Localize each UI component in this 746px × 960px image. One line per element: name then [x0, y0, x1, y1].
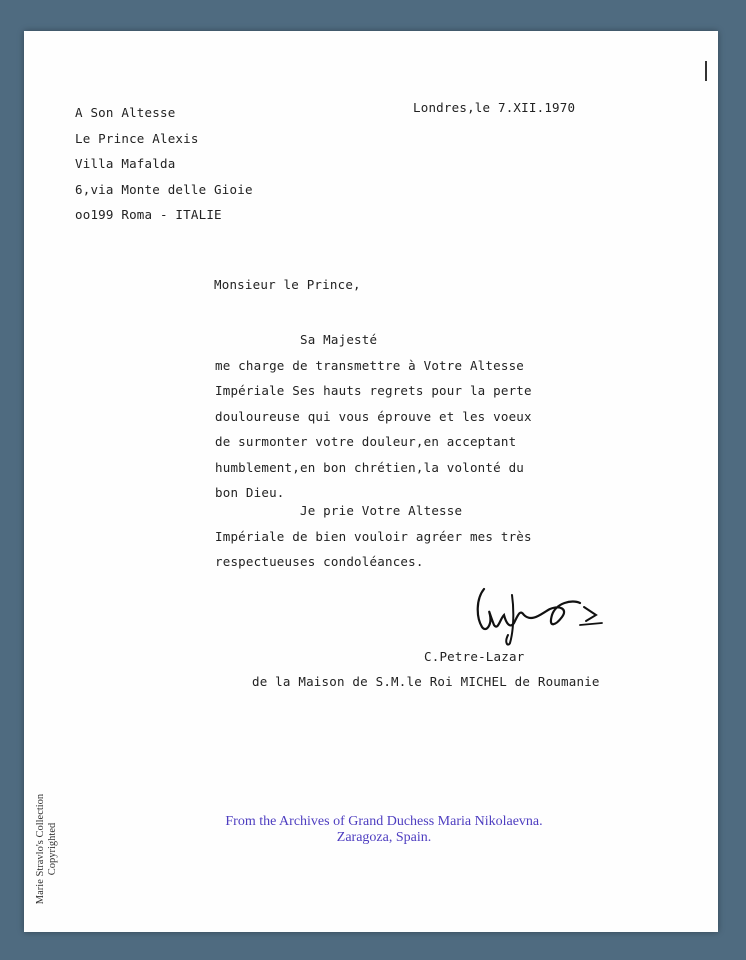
letter-page: [24, 31, 718, 932]
body-line: douloureuse qui vous éprouve et les voeux: [215, 408, 532, 424]
closing-line: respectueuses condoléances.: [215, 554, 424, 569]
collection-watermark: [35, 779, 59, 919]
body-line: humblement,en bon chrétien,la volonté du: [215, 459, 525, 475]
salutation: Monsieur le Prince,: [214, 277, 361, 292]
letter-date: Londres,le 7.XII.1970: [413, 100, 576, 115]
caption-line-1: From the Archives of Grand Duchess Maria Nikolaevna.: [225, 814, 543, 829]
letter-closing: [215, 498, 532, 575]
recipient-line: Villa Mafalda: [75, 156, 176, 171]
caption-line-2: Zaragoza, Spain.: [336, 830, 432, 845]
body-line: Impériale Ses hauts regrets pour la perte: [215, 383, 532, 398]
body-line: bon Dieu.: [215, 485, 285, 500]
handwritten-signature: [452, 585, 612, 649]
watermark-line-2: Copyrighted: [47, 822, 58, 876]
recipient-line: oo199 Roma - ITALIE: [75, 207, 222, 222]
recipient-address: [75, 100, 253, 228]
body-line: de surmonter votre douleur,en acceptant: [215, 434, 517, 449]
recipient-line: 6,via Monte delle Gioie: [75, 181, 253, 197]
signer-name: C.Petre-Lazar: [424, 649, 525, 664]
signer-affiliation: de la Maison de S.M.le Roi MICHEL de Roumanie: [252, 674, 600, 689]
watermark-line-1: Marie Stravlo's Collection: [35, 793, 46, 905]
letter-body: [215, 327, 532, 506]
body-line: me charge de transmettre à Votre Altesse: [215, 357, 525, 373]
margin-mark: [705, 61, 707, 81]
body-line: Sa Majesté: [215, 332, 378, 347]
closing-line: Impériale de bien vouloir agréer mes très: [215, 528, 532, 544]
archive-caption: [174, 814, 594, 846]
recipient-line: Le Prince Alexis: [75, 130, 199, 146]
recipient-line: A Son Altesse: [75, 105, 176, 120]
closing-line: Je prie Votre Altesse: [215, 503, 463, 518]
